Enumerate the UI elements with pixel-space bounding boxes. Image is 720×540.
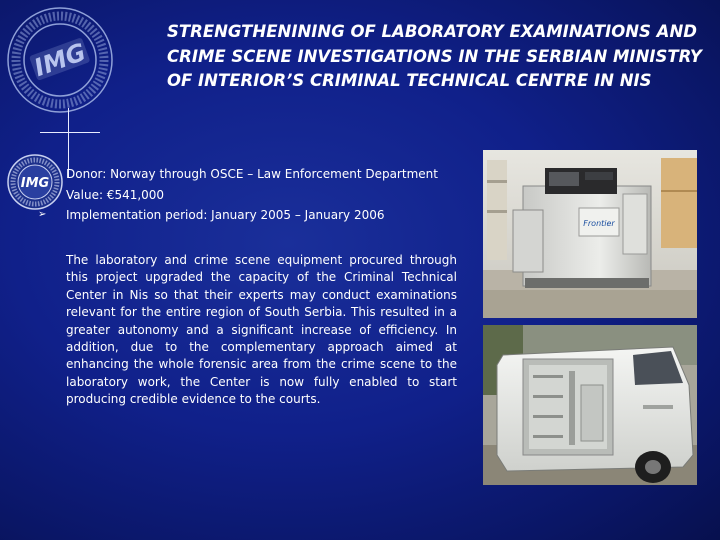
van-illustration <box>483 325 697 485</box>
lab-equipment-illustration <box>483 150 697 318</box>
img-logo-large <box>2 2 118 118</box>
machine-brand-text: Frontier <box>583 219 615 228</box>
decorative-crosshair-horizontal <box>40 132 100 133</box>
project-description: The laboratory and crime scene equipment procured through this project upgraded the capacity of the Criminal Technical Center in Nis so that their experts may conduct examinations relevant for the entire region of South Serbia. This resulted in a greater autonomy and a significant increase of efficiency. In addition, due to the complementary approach aimed at enhancing the whole forensic area from the crime scene to the laboratory work, the Center is now fully enabled to start producing credible evidence to the courts. <box>66 253 457 407</box>
img-logo-small <box>6 153 64 211</box>
slide-title: STRENGTHENINING OF LABORATORY EXAMINATIONS AND CRIME SCENE INVESTIGATIONS IN THE SERBIAN MINISTRY OF INTERIOR’S CRIMINAL TECHNICAL CENTRE IN NIS <box>167 22 702 90</box>
project-facts <box>66 164 486 226</box>
fact-implementation-period: Implementation period: January 2005 – January 2006 <box>66 208 385 222</box>
photo-lab-equipment <box>483 150 697 318</box>
logo-large-text: IMG <box>30 37 90 83</box>
logo-small-text: IMG <box>20 176 50 191</box>
fact-value: Value: €541,000 <box>66 187 165 202</box>
photo-crime-scene-van <box>483 325 697 485</box>
bullet-arrow-icon: ➢ <box>38 209 47 220</box>
fact-donor: Donor: Norway through OSCE – Law Enforcement Department <box>66 167 438 181</box>
